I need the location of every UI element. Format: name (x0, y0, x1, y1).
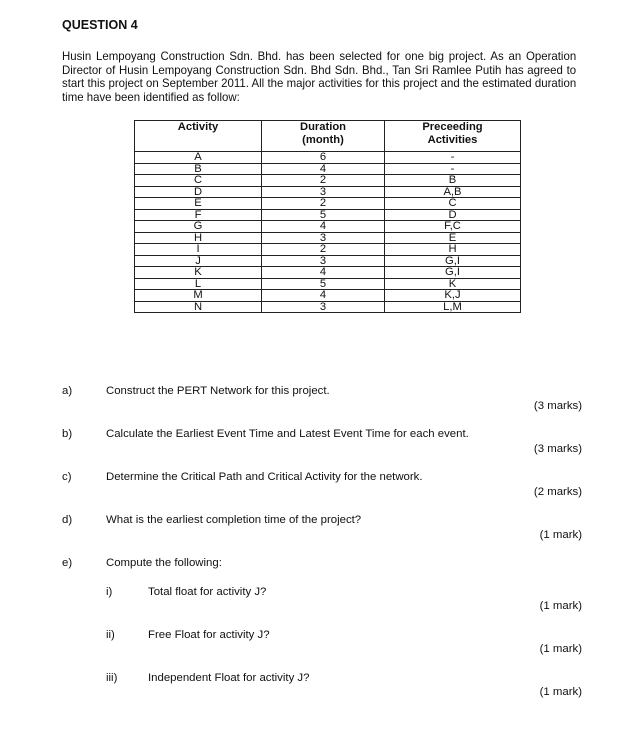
activity-cell: M (135, 290, 262, 302)
preceeding-cell: C (385, 198, 521, 210)
activity-cell: K (135, 267, 262, 279)
table-row (135, 301, 521, 313)
activity-cell: C (135, 175, 262, 187)
activity-cell: D (135, 186, 262, 198)
intro-paragraph: Husin Lempoyang Construction Sdn. Bhd. has been selected for one big project. As an Operation Director of Husin Lempoyang Construction Sdn. Bhd Sdn. Bhd., Tan Sri Ramlee Putih has agreed to start this project on September 2011. All the major activities for this project and the estimated duration time have been identified as follow: (62, 50, 577, 104)
duration-cell: 2 (262, 244, 385, 256)
table-row (135, 290, 521, 302)
q-c-marks: (2 marks) (533, 486, 582, 498)
activity-cell: F (135, 209, 262, 221)
q-e-ii-label: ii) (106, 629, 115, 641)
q-e-i-label: i) (106, 586, 113, 598)
q-e-iii-text: Independent Float for activity J? (148, 672, 310, 684)
duration-cell: 2 (262, 198, 385, 210)
activity-cell: L (135, 278, 262, 290)
preceeding-cell: G,I (385, 267, 521, 279)
preceeding-cell: G,I (385, 255, 521, 267)
q-a-text: Construct the PERT Network for this project. (106, 385, 330, 397)
duration-cell: 4 (262, 290, 385, 302)
preceeding-cell: L,M (385, 301, 521, 313)
duration-cell: 5 (262, 278, 385, 290)
duration-cell: 6 (262, 152, 385, 164)
table-body (135, 152, 521, 313)
activity-cell: H (135, 232, 262, 244)
q-e-ii-marks: (1 mark) (539, 643, 582, 655)
preceeding-cell: B (385, 175, 521, 187)
q-e-label: e) (62, 557, 73, 569)
header-activity: Activity (135, 121, 262, 152)
duration-cell: 4 (262, 221, 385, 233)
q-c-label: c) (62, 471, 72, 483)
activity-cell: E (135, 198, 262, 210)
duration-cell: 5 (262, 209, 385, 221)
q-e-ii-text: Free Float for activity J? (148, 629, 270, 641)
header-duration (262, 121, 385, 152)
header-duration-text: Duration (month) (300, 121, 346, 146)
q-d-marks: (1 mark) (539, 529, 582, 541)
preceeding-cell: D (385, 209, 521, 221)
table-row (135, 244, 521, 256)
duration-cell: 3 (262, 301, 385, 313)
header-preceeding (385, 121, 521, 152)
q-e-iii-marks: (1 mark) (539, 686, 582, 698)
activity-cell: N (135, 301, 262, 313)
header-preceeding-text: Preceeding Activities (422, 121, 483, 146)
q-e-iii-label: iii) (106, 672, 118, 684)
activity-cell: I (135, 244, 262, 256)
q-b-label: b) (62, 428, 73, 440)
activity-table (134, 120, 521, 313)
table-row (135, 175, 521, 187)
preceeding-cell: H (385, 244, 521, 256)
activity-cell: B (135, 163, 262, 175)
q-e-text: Compute the following: (106, 557, 222, 569)
duration-cell: 3 (262, 255, 385, 267)
preceeding-cell: K,J (385, 290, 521, 302)
q-b-text: Calculate the Earliest Event Time and Latest Event Time for each event. (106, 428, 469, 440)
duration-cell: 2 (262, 175, 385, 187)
table-row (135, 278, 521, 290)
table-row (135, 267, 521, 279)
activity-cell: G (135, 221, 262, 233)
table-row (135, 163, 521, 175)
q-e-i-text: Total float for activity J? (148, 586, 267, 598)
duration-cell: 3 (262, 186, 385, 198)
q-d-text: What is the earliest completion time of the project? (106, 514, 362, 526)
table-row (135, 255, 521, 267)
table-row (135, 232, 521, 244)
q-b-marks: (3 marks) (533, 443, 582, 455)
table-row (135, 152, 521, 164)
table-header-row (135, 121, 521, 152)
table-row (135, 198, 521, 210)
duration-cell: 4 (262, 163, 385, 175)
question-title: QUESTION 4 (62, 18, 138, 32)
q-e-i-marks: (1 mark) (539, 600, 582, 612)
activity-cell: A (135, 152, 262, 164)
preceeding-cell: A,B (385, 186, 521, 198)
q-a-label: a) (62, 385, 73, 397)
q-d-label: d) (62, 514, 73, 526)
activity-cell: J (135, 255, 262, 267)
q-c-text: Determine the Critical Path and Critical Activity for the network. (106, 471, 423, 483)
table-row (135, 186, 521, 198)
preceeding-cell: F,C (385, 221, 521, 233)
q-a-marks: (3 marks) (533, 400, 582, 412)
preceeding-cell: - (385, 152, 521, 164)
preceeding-cell: E (385, 232, 521, 244)
table-row (135, 209, 521, 221)
preceeding-cell: - (385, 163, 521, 175)
preceeding-cell: K (385, 278, 521, 290)
duration-cell: 3 (262, 232, 385, 244)
duration-cell: 4 (262, 267, 385, 279)
table-row (135, 221, 521, 233)
